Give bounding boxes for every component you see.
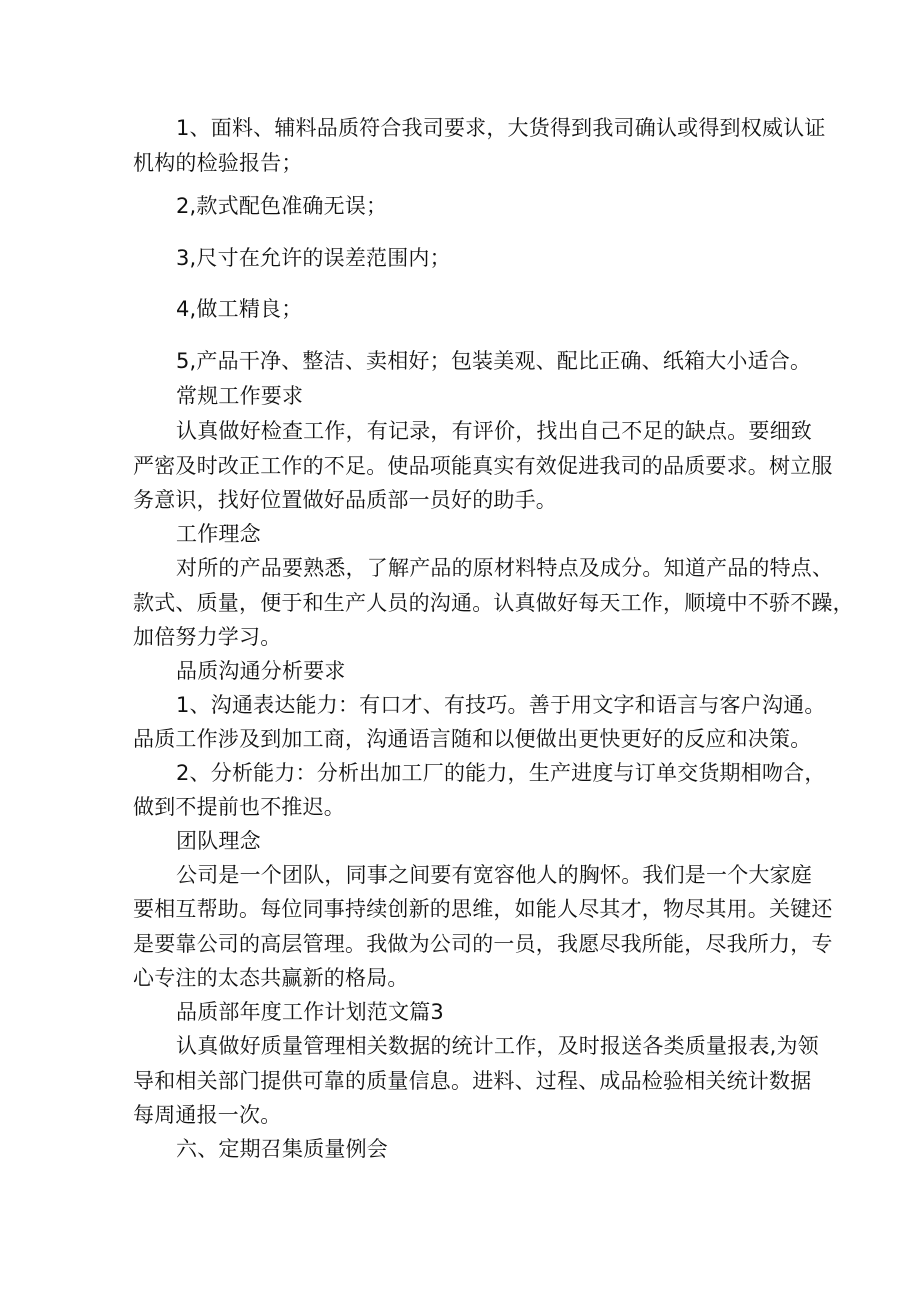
paragraph-line: 每周通报一次。 bbox=[133, 1103, 282, 1127]
paragraph-line: 认真做好质量管理相关数据的统计工作，及时报送各类质量报表,为领 bbox=[176, 1034, 819, 1058]
paragraph-line: 做到不提前也不推迟。 bbox=[133, 795, 345, 819]
paragraph-line: 认真做好检查工作，有记录，有评价，找出自己不足的缺点。要细致 bbox=[176, 419, 812, 443]
list-item-2: 2,款式配色准确无误； bbox=[176, 194, 388, 218]
section-heading-philosophy: 工作理念 bbox=[176, 522, 261, 546]
paragraph-line: 款式、质量，便于和生产人员的沟通。认真做好每天工作，顺境中不骄不躁， bbox=[133, 591, 854, 615]
paragraph-line: 要相互帮助。每位同事持续创新的思维，如能人尽其才，物尽其用。关键还 bbox=[133, 897, 833, 921]
paragraph-line: 对所的产品要熟悉，了解产品的原材料特点及成分。知道产品的特点、 bbox=[176, 556, 834, 580]
section-heading-routine: 常规工作要求 bbox=[176, 384, 304, 408]
paragraph-line: 品质工作涉及到加工商，沟通语言随和以便做出更快更好的反应和决策。 bbox=[133, 727, 812, 751]
paragraph-line: 务意识，找好位置做好品质部一员好的助手。 bbox=[133, 488, 557, 512]
paragraph-line: 1、沟通表达能力：有口才、有技巧。善于用文字和语言与客户沟通。 bbox=[176, 693, 826, 717]
list-item-3: 3,尺寸在允许的误差范围内； bbox=[176, 246, 451, 270]
list-item-5: 5,产品干净、整洁、卖相好；包装美观、配比正确、纸箱大小适合。 bbox=[176, 349, 812, 373]
paragraph-line: 2、分析能力：分析出加工厂的能力，生产进度与订单交货期相吻合， bbox=[176, 761, 826, 785]
paragraph-line: 公司是一个团队，同事之间要有宽容他人的胸怀。我们是一个大家庭 bbox=[176, 863, 812, 887]
paragraph-line: 加倍努力学习。 bbox=[133, 625, 282, 649]
section-heading-plan: 品质部年度工作计划范文篇3 bbox=[176, 1000, 444, 1024]
paragraph-line: 导和相关部门提供可靠的质量信息。进料、过程、成品检验相关统计数据 bbox=[133, 1069, 812, 1093]
section-heading-communication: 品质沟通分析要求 bbox=[176, 659, 346, 683]
paragraph-line: 心专注的太态共赢新的格局。 bbox=[133, 966, 409, 990]
list-item-1: 1、面料、辅料品质符合我司要求，大货得到我司确认或得到权威认证 bbox=[176, 116, 826, 140]
paragraph-line: 严密及时改正工作的不足。使品项能真实有效促进我司的品质要求。树立服 bbox=[133, 454, 833, 478]
section-heading-meeting: 六、定期召集质量例会 bbox=[176, 1137, 388, 1161]
section-heading-team: 团队理念 bbox=[176, 829, 261, 853]
list-item-4: 4,做工精良； bbox=[176, 297, 303, 321]
list-item-1-cont: 机构的检验报告； bbox=[133, 151, 303, 175]
paragraph-line: 是要靠公司的高层管理。我做为公司的一员，我愿尽我所能，尽我所力，专 bbox=[133, 932, 833, 956]
